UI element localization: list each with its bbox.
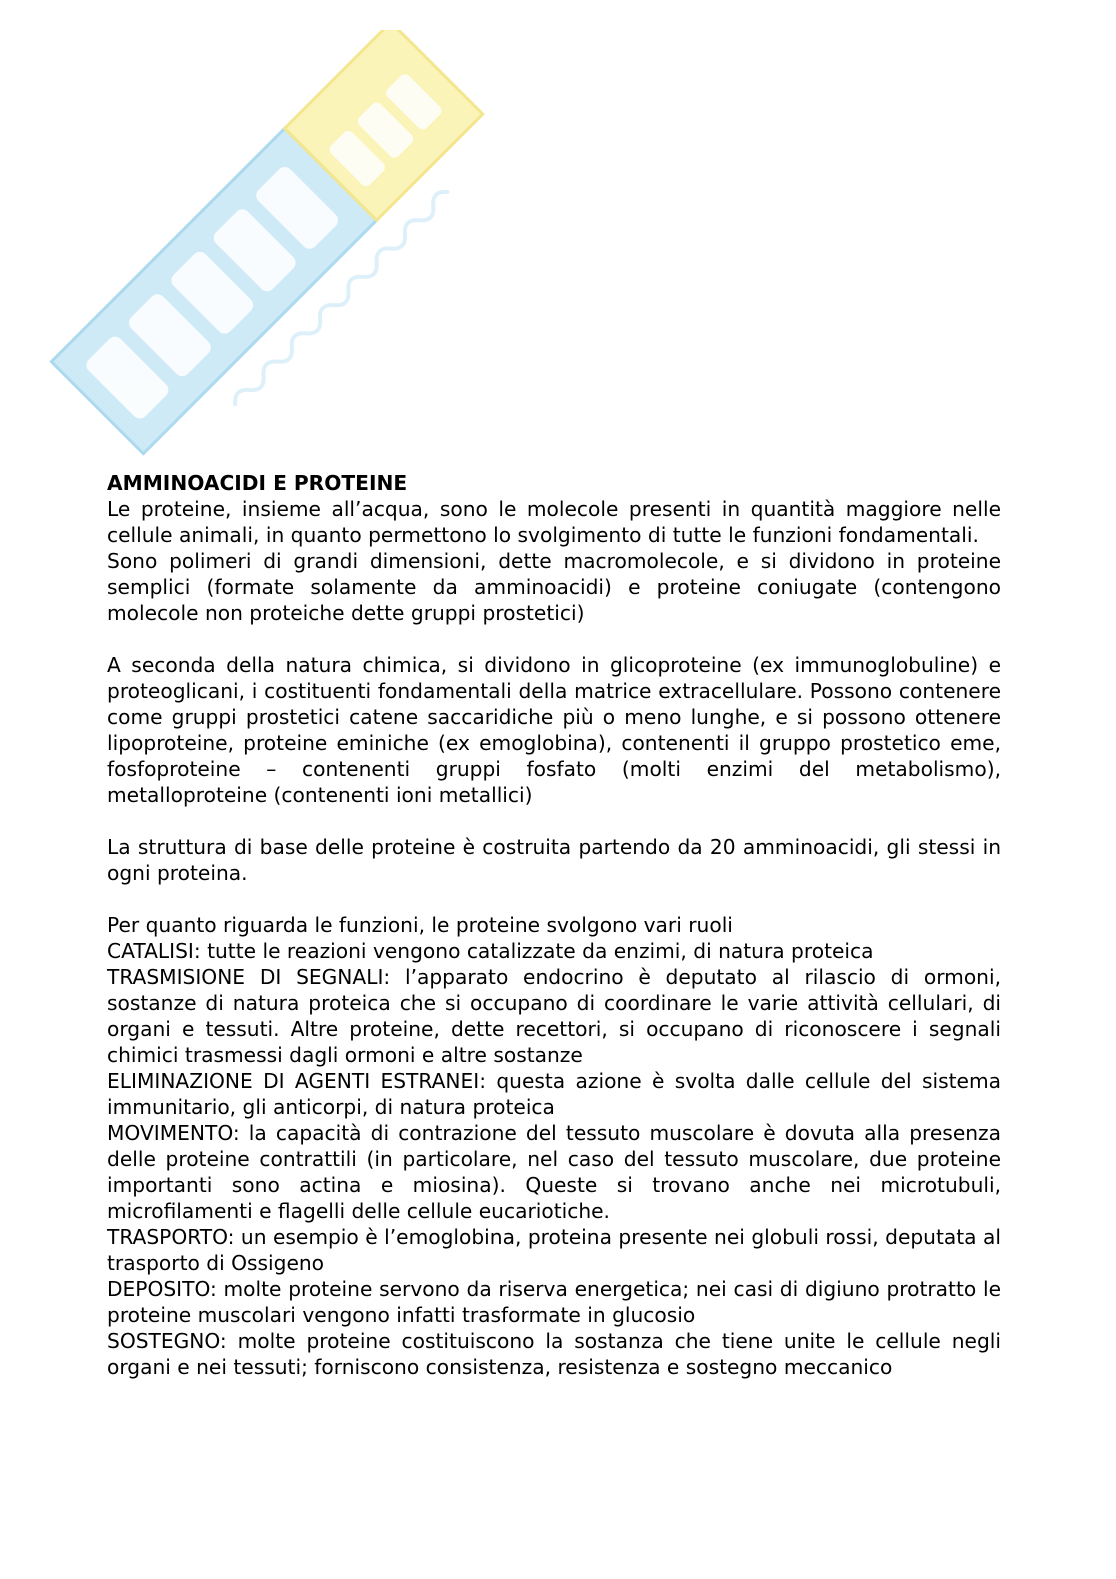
paragraph-functions-intro: Per quanto riguarda le funzioni, le proteine svolgono vari ruoli: [107, 913, 733, 937]
document-title: AMMINOACIDI E PROTEINE: [107, 471, 408, 495]
function-sostegno: SOSTEGNO: molte proteine costituiscono la sostanza che tiene unite le cellule negli organi e nei tessuti; forniscono consistenza, resistenza e sostegno meccanico: [107, 1329, 1001, 1379]
function-trasmissione: TRASMISIONE DI SEGNALI: l’apparato endocrino è deputato al rilascio di ormoni, sostanze di natura proteica che si occupano di coordinare le varie attività cellulari, di organi e tessuti. Altre proteine, dette recettori, si occupano di riconoscere i segnali chimici trasmessi dagli ormoni e altre sostanze: [107, 965, 1001, 1067]
function-catalisi: CATALISI: tutte le reazioni vengono catalizzate da enzimi, di natura proteica: [107, 939, 874, 963]
paragraph-polymers: Sono polimeri di grandi dimensioni, dette macromolecole, e si dividono in proteine semplici (formate solamente da amminoacidi) e proteine coniugate (contengono molecole non proteiche dette gruppi prostetici): [107, 549, 1001, 625]
function-deposito: DEPOSITO: molte proteine servono da riserva energetica; nei casi di digiuno protratto le proteine muscolari vengono infatti trasformate in glucosio: [107, 1277, 1001, 1327]
function-movimento: MOVIMENTO: la capacità di contrazione del tessuto muscolare è dovuta alla presenza delle proteine contrattili (in particolare, nel caso del tessuto muscolare, due proteine importanti sono actina e miosina). Queste si trovano anche nei microtubuli, microfilamenti e flagelli delle cellule eucariotiche.: [107, 1121, 1001, 1223]
spacer: [107, 626, 1001, 652]
paragraph-structure: La struttura di base delle proteine è costruita partendo da 20 amminoacidi, gli stessi in ogni proteina.: [107, 835, 1001, 885]
paragraph-intro: Le proteine, insieme all’acqua, sono le molecole presenti in quantità maggiore nelle cellule animali, in quanto permettono lo svolgimento di tutte le funzioni fondamentali.: [107, 497, 1001, 547]
function-trasporto: TRASPORTO: un esempio è l’emoglobina, proteina presente nei globuli rossi, deputata al trasporto di Ossigeno: [107, 1225, 1001, 1275]
paragraph-chemical-nature: A seconda della natura chimica, si dividono in glicoproteine (ex immunoglobuline) e proteoglicani, i costituenti fondamentali della matrice extracellulare. Possono contenere come gruppi prostetici catene saccaridiche più o meno lunghe, e si possono ottenere lipoproteine, proteine eminiche (ex emoglobina), contenenti il gruppo prostetico eme, fosfoproteine – contenenti gruppi fosfato (molti enzimi del metabolismo), metalloproteine (contenenti ioni metallici): [107, 653, 1001, 807]
spacer: [107, 886, 1001, 912]
spacer: [107, 808, 1001, 834]
document-body: [107, 470, 1001, 1380]
function-eliminazione: ELIMINAZIONE DI AGENTI ESTRANEI: questa azione è svolta dalle cellule del sistema immunitario, gli anticorpi, di natura proteica: [107, 1069, 1001, 1119]
skuola-watermark-logo: [10, 30, 510, 460]
